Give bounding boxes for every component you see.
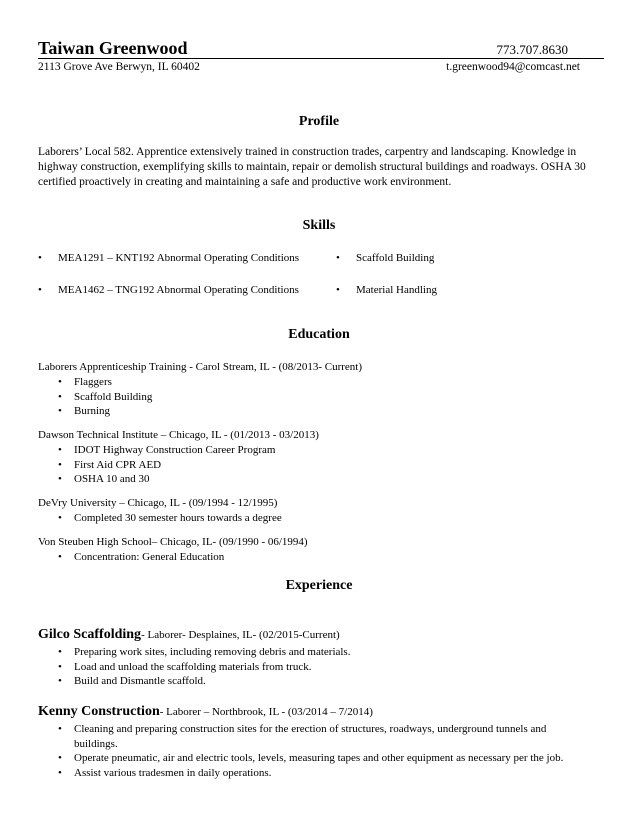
job-heading: [38, 704, 373, 720]
list-item: • Completed 30 semester hours towards a degree: [58, 511, 282, 526]
job-heading: [38, 627, 340, 643]
job-detail: - Laborer – Northbrook, IL - (03/2014 – 7/2014): [159, 706, 373, 718]
job-duties-list: [58, 645, 588, 689]
company-name: Kenny Construction: [38, 704, 160, 719]
list-item: • Operate pneumatic, air and electric tools, levels, measuring tapes and other equipment as necessary per the job.: [58, 751, 588, 766]
company-name: Gilco Scaffolding: [38, 627, 142, 642]
list-item: • Build and Dismantle scaffold.: [58, 674, 588, 689]
education-entry-list: [58, 550, 224, 565]
profile-text: Laborers’ Local 582. Apprentice extensively trained in construction trades, carpentry and landscaping. Knowledge in highway construction, exemplifying skills to maintain, repair or demolish structural buildings and roadways. OSHA 30 certified proactively in creating and maintaining a safe and productive work environment.: [38, 146, 586, 188]
list-item: • OSHA 10 and 30: [58, 472, 275, 487]
header-divider: [38, 58, 604, 59]
candidate-name: Taiwan Greenwood: [38, 38, 188, 58]
education-entry-heading: Dawson Technical Institute – Chicago, IL - (01/2013 - 03/2013): [38, 429, 319, 441]
education-entry-list: [58, 375, 152, 419]
bullet-icon: •: [336, 252, 340, 264]
experience-heading: Experience: [285, 578, 353, 593]
bullet-icon: •: [336, 284, 340, 296]
job-duties-list: [58, 722, 588, 780]
skill-item: • MEA1462 – TNG192 Abnormal Operating Conditions: [38, 284, 299, 296]
skill-item: • MEA1291 – KNT192 Abnormal Operating Conditions: [38, 252, 300, 264]
list-item: • Burning: [58, 404, 152, 419]
email-address: t.greenwood94@comcast.net: [446, 61, 580, 73]
list-item: • First Aid CPR AED: [58, 458, 275, 473]
job-detail: - Laborer- Desplaines, IL- (02/2015-Current): [141, 629, 340, 641]
education-entry-list: [58, 511, 282, 526]
list-item: • IDOT Highway Construction Career Program: [58, 443, 275, 458]
bullet-icon: •: [38, 284, 42, 296]
list-item: • Preparing work sites, including removing debris and materials.: [58, 645, 588, 660]
list-item: • Scaffold Building: [58, 390, 152, 405]
education-entry-heading: Laborers Apprenticeship Training - Carol Stream, IL - (08/2013- Current): [38, 361, 363, 373]
list-item: • Load and unload the scaffolding materials from truck.: [58, 660, 588, 675]
education-entry-heading: Von Steuben High School– Chicago, IL- (09/1990 - 06/1994): [38, 536, 308, 548]
bullet-icon: •: [38, 252, 42, 264]
list-item: • Assist various tradesmen in daily operations.: [58, 766, 588, 781]
education-entry-list: [58, 443, 275, 487]
phone-number: 773.707.8630: [496, 42, 568, 57]
education-entry-heading: DeVry University – Chicago, IL - (09/1994 - 12/1995): [38, 497, 278, 509]
list-item: • Concentration: General Education: [58, 550, 224, 565]
skill-item: • Scaffold Building: [336, 252, 435, 264]
education-heading: Education: [288, 327, 350, 342]
skills-heading: Skills: [302, 218, 336, 233]
profile-heading: Profile: [298, 114, 340, 129]
address: 2113 Grove Ave Berwyn, IL 60402: [38, 61, 200, 73]
list-item: • Cleaning and preparing construction sites for the erection of structures, roadways, underground tunnels and buildings.: [58, 722, 588, 751]
skill-item: • Material Handling: [336, 284, 437, 296]
list-item: • Flaggers: [58, 375, 152, 390]
